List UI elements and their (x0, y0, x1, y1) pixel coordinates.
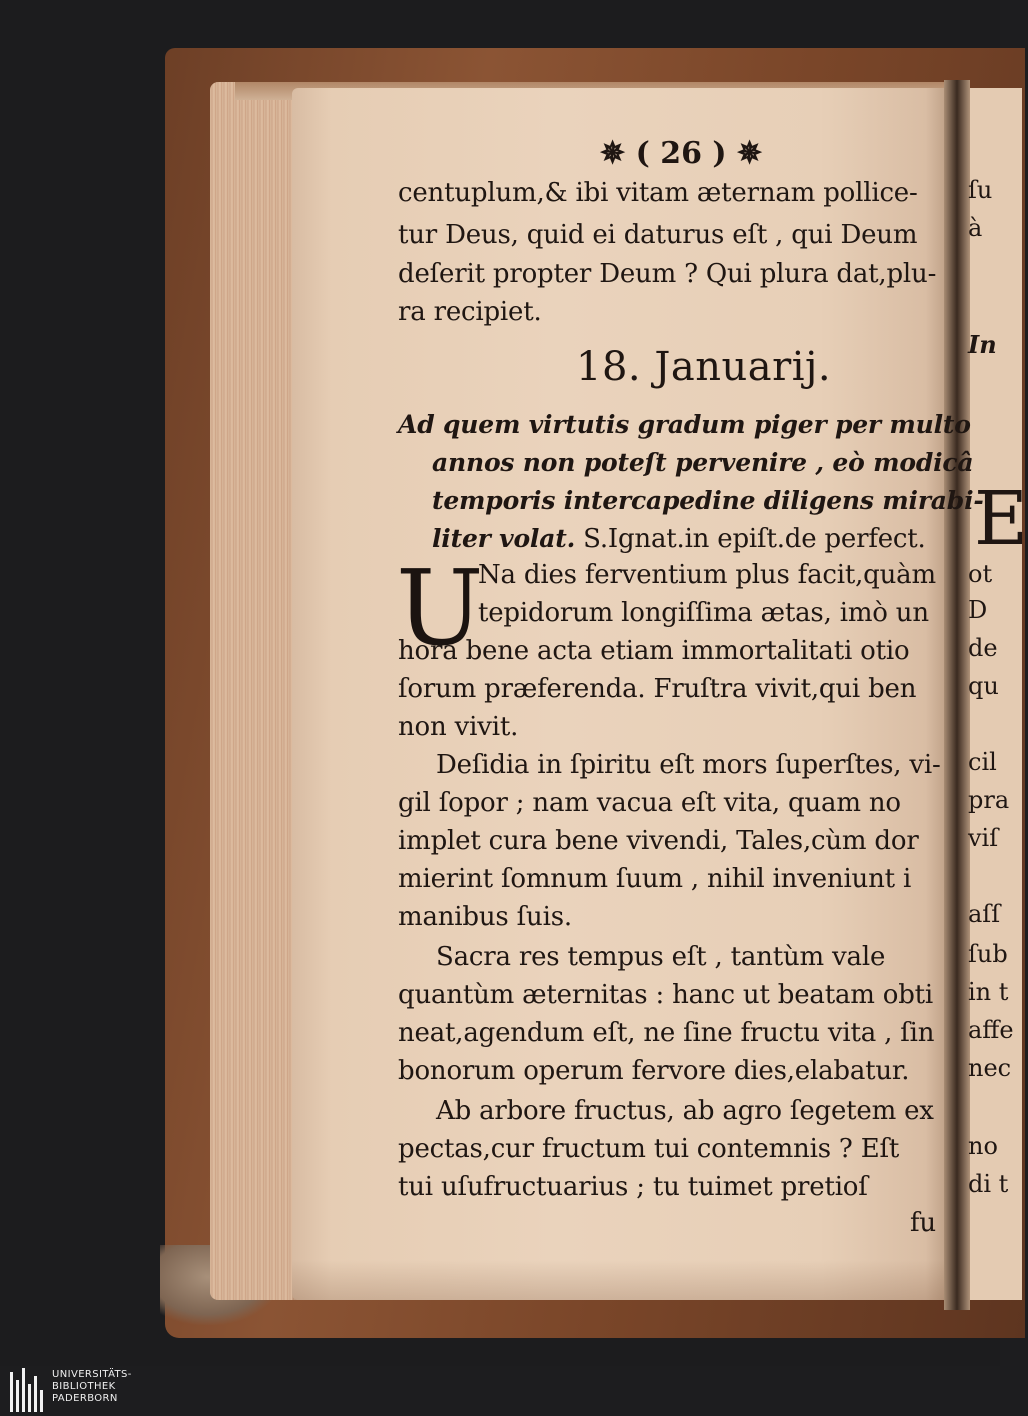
next-page-fragment: ſu (968, 176, 993, 204)
quote-line: liter volat. (432, 524, 576, 553)
quote-last-line (432, 522, 926, 556)
text-line: Ab arbore fructus, ab agro ſegetem ex (436, 1096, 934, 1126)
quote-line: annos non poteſt pervenire , eò modicâ (432, 448, 974, 477)
text-line: centuplum,& ibi vitam æternam pollice- (398, 178, 918, 208)
footer-bar (0, 1366, 1000, 1416)
next-page-fragment: ot (968, 560, 993, 588)
book-gutter (944, 80, 970, 1310)
text-line: Sacra res tempus eſt , tantùm vale (436, 942, 886, 972)
page-shadow (292, 1260, 952, 1300)
drop-cap: U (396, 547, 484, 669)
next-page-fragment: qu (968, 672, 999, 700)
library-logo-icon (10, 1368, 46, 1412)
text-line: manibus ſuis. (398, 902, 572, 932)
text-line: gil ſopor ; nam vacua eſt vita, quam no (398, 788, 901, 818)
quote-line: temporis intercapedine diligens mirabi- (432, 486, 984, 515)
next-page-fragment: aſſ (968, 900, 1001, 928)
next-page-fragment: à (968, 214, 983, 242)
next-page-fragment: cil (968, 748, 997, 776)
text-line: Na dies ferventium plus facit,quàm (478, 560, 936, 590)
catchword: fu (910, 1208, 936, 1238)
page-number: ✵ ( 26 ) ✵ (600, 136, 763, 171)
text-line: neat,agendum eſt, ne ſine fructu vita , ſin (398, 1018, 935, 1048)
next-page-fragment: D (968, 596, 988, 624)
text-line: tur Deus, quid ei daturus eſt , qui Deum (398, 220, 918, 250)
text-line: pectas,cur fructum tui contemnis ? Eſt (398, 1134, 900, 1164)
next-page-fragment: nec (968, 1054, 1012, 1082)
text-line: non vivit. (398, 712, 519, 742)
date-heading: 18. Januarij. (576, 344, 832, 390)
text-line: quantùm æternitas : hanc ut beatam obti (398, 980, 934, 1010)
next-page-fragment: di t (968, 1170, 1009, 1198)
text-line: hora bene acta etiam immortalitati otio (398, 636, 910, 666)
text-line: implet cura bene vivendi, Tales,cùm dor (398, 826, 919, 856)
next-page-fragment: viſ (968, 824, 999, 852)
next-page-fragment: ſub (968, 940, 1008, 968)
next-page-fragment: de (968, 634, 998, 662)
logo-text-line: BIBLIOTHEK (52, 1381, 116, 1392)
next-page-fragment: affe (968, 1016, 1014, 1044)
quote-line: Ad quem virtutis gradum piger per multo (398, 410, 971, 439)
next-page-fragment: In (968, 330, 997, 359)
text-line: mierint ſomnum ſuum , nihil inveniunt i (398, 864, 912, 894)
next-page-fragment: E (974, 476, 1028, 562)
next-page-fragment: no (968, 1132, 998, 1160)
text-line: Deſidia in ſpiritu eſt mors ſuperſtes, vi- (436, 750, 941, 780)
text-line: tepidorum longiſſima ætas, imò un (478, 598, 929, 628)
text-line: deſerit propter Deum ? Qui plura dat,plu- (398, 259, 937, 289)
logo-text-line: PADERBORN (52, 1393, 118, 1404)
text-line: bonorum operum fervore dies,elabatur. (398, 1056, 910, 1086)
text-line: ra recipiet. (398, 297, 542, 327)
text-line: ſorum præferenda. Fruſtra vivit,qui ben (398, 674, 917, 704)
next-page-fragment: in t (968, 978, 1009, 1006)
quote-source: S.Ignat.in epiſt.de perfect. (575, 524, 926, 554)
text-line: tui uſufructuarius ; tu tuimet pretioſ (398, 1172, 868, 1202)
logo-text-line: UNIVERSITÄTS- (52, 1369, 132, 1380)
next-page-fragment: pra (968, 786, 1010, 814)
